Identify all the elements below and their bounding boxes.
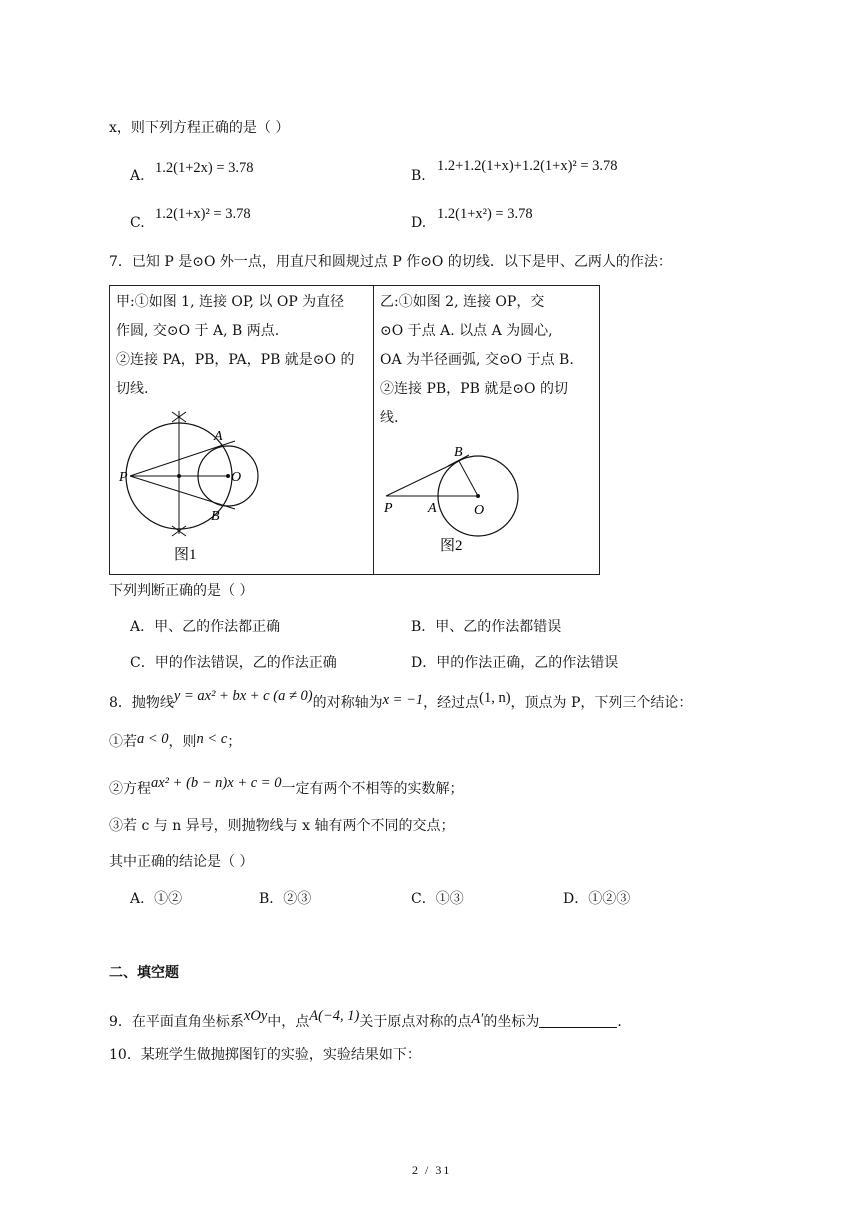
q6-option-d-label: D. (411, 215, 427, 231)
q10-stem: 10．某班学生做抛掷图钉的实验，实验结果如下： (109, 1047, 421, 1063)
q7-option-d: D．甲的作法正确，乙的作法错误 (411, 655, 619, 671)
q8-conclusion-3: ③若 c 与 n 异号，则抛物线与 x 轴有两个不同的交点； (109, 818, 455, 834)
fig2-caption: 图2 (440, 538, 463, 554)
q6-option-b-expr: 1.2+1.2(1+x)+1.2(1+x)² = 3.78 (437, 158, 618, 174)
q7-option-a: A．甲、乙的作法都正确 (130, 619, 281, 635)
yi-line-1: 乙:①如图 2, 连接 OP，交 (380, 294, 545, 310)
q7-option-c: C．甲的作法错误，乙的作法正确 (130, 655, 337, 671)
q8-conclusion-2: ②方程ax² + (b − n)x + c = 0一定有两个不相等的实数解； (109, 775, 464, 797)
yi-line-5: 线. (380, 410, 399, 426)
q7-methods-table (109, 285, 600, 575)
fig2-label-b: B (454, 445, 463, 460)
q8-option-c: C．①③ (411, 891, 464, 907)
fig1-label-p: P (119, 470, 128, 485)
q6-stem-tail: x，则下列方程正确的是（ ） (109, 120, 290, 136)
q6-option-a-expr: 1.2(1+2x) = 3.78 (155, 160, 254, 176)
fig1-point-m (177, 474, 181, 478)
q8-question: 其中正确的结论是（ ） (109, 854, 254, 870)
figure-1 (110, 406, 372, 576)
q6-option-c-label: C. (130, 215, 145, 231)
q6-option-c-expr: 1.2(1+x)² = 3.78 (155, 206, 251, 222)
fig2-label-p: P (384, 501, 393, 516)
q8-option-d: D．①②③ (563, 891, 631, 907)
section-title-fill-in: 二、填空题 (109, 965, 179, 981)
yi-line-3: OA 为半径画弧, 交⊙O 于点 B. (380, 352, 574, 368)
q9-stem: 9．在平面直角坐标系xOy中，点A(−4, 1)关于原点对称的点A′的坐标为 ． (109, 1008, 632, 1030)
q6-option-a-label: A. (130, 168, 145, 184)
fig1-segment-pa (130, 441, 235, 476)
fig2-point-o (476, 494, 480, 498)
jia-line-3: ②连接 PA，PB，PA，PB 就是⊙O 的 (116, 352, 355, 368)
yi-line-4: ②连接 PB，PB 就是⊙O 的切 (380, 381, 568, 397)
q7-question: 下列判断正确的是（ ） (109, 583, 254, 599)
q7-stem: 7．已知 P 是⊙O 外一点，用直尺和圆规过点 P 作⊙O 的切线．以下是甲、乙两人的作法： (109, 254, 672, 270)
fig1-segment-pb (130, 476, 235, 509)
jia-line-1: 甲:①如图 1, 连接 OP, 以 OP 为直径 (116, 294, 345, 310)
q8-option-b: B．②③ (259, 891, 312, 907)
fig1-label-a: A (214, 429, 223, 444)
fig1-caption: 图1 (174, 547, 197, 563)
q8-conclusion-1: ①若a < 0，则n < c； (109, 731, 242, 750)
fig1-label-b: B (211, 509, 220, 524)
fig2-label-o: O (474, 503, 485, 518)
fig1-point-o (226, 474, 230, 478)
jia-line-4: 切线. (116, 381, 149, 397)
q9-answer-blank[interactable] (539, 1013, 617, 1028)
q8-option-a: A．①② (130, 891, 183, 907)
yi-line-2: ⊙O 于点 A. 以点 A 为圆心, (380, 323, 553, 339)
q7-option-b: B．甲、乙的作法都错误 (411, 619, 562, 635)
q6-option-d-expr: 1.2(1+x²) = 3.78 (437, 206, 533, 222)
jia-line-2: 作圆, 交⊙O 于 A, B 两点. (116, 323, 280, 339)
q6-option-b-label: B. (411, 168, 426, 184)
fig2-label-a: A (428, 501, 437, 516)
q8-stem: 8．抛物线y = ax² + bx + c (a ≠ 0)的对称轴为x = −1，经过点(1, n)，顶点为 P，下列三个结论： (109, 688, 693, 711)
fig2-segment-pb (386, 461, 459, 496)
fig2-segment-ob (459, 461, 478, 496)
figure-2 (374, 436, 600, 576)
fig1-label-o: O (231, 470, 242, 485)
page-number: 2 / 31 (412, 1163, 452, 1177)
